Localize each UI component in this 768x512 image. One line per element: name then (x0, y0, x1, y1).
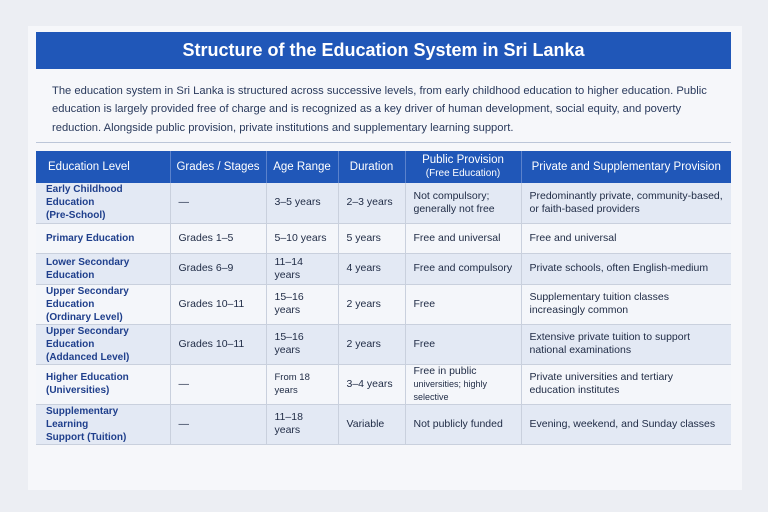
age-cell: 5–10 years (266, 223, 338, 253)
public-line-1: Free and universal (413, 231, 501, 244)
level-name: Upper Secondary Education (46, 285, 129, 310)
public-line-1: Free in public (413, 364, 477, 377)
private-cell (521, 324, 731, 364)
grades-cell: — (170, 404, 266, 444)
private-line-2: or faith-based providers (529, 202, 640, 215)
age-cell: 11–14 years (266, 253, 338, 284)
divider (36, 142, 731, 143)
level-cell (36, 253, 170, 284)
level-name: Upper Secondary Education (46, 325, 129, 350)
grades-cell: Grades 10–11 (170, 284, 266, 324)
public-line-1: Free (413, 337, 436, 350)
private-line-1: Supplementary tuition classes (529, 291, 669, 303)
level-cell (36, 183, 170, 223)
table-row (36, 404, 731, 444)
public-cell (405, 253, 521, 284)
level-cell (36, 223, 170, 253)
education-table (36, 151, 731, 445)
private-line-1: Predominantly private, community-based, (529, 189, 723, 202)
public-line-2: universities; highly selective (413, 378, 488, 402)
public-line-1: Free and compulsory (413, 262, 513, 274)
duration-cell: 4 years (338, 253, 405, 284)
column-header-private: Private and Supplementary Provision (521, 151, 731, 183)
private-line-1: Free and universal (529, 231, 617, 244)
public-line-1: Not compulsory; (413, 189, 490, 202)
public-cell (405, 284, 521, 324)
level-name: Supplementary Learning (46, 405, 119, 430)
table-body (36, 183, 731, 444)
column-header-grades: Grades / Stages (170, 151, 266, 183)
table-row (36, 324, 731, 364)
public-cell (405, 324, 521, 364)
column-header-public-main: Public Provision (422, 154, 504, 166)
column-header-public-sub: (Free Education) (425, 168, 501, 179)
duration-cell: 3–4 years (338, 364, 405, 404)
page-title-text: Structure of the Education System in Sri Lanka (182, 40, 585, 60)
private-line-1: Evening, weekend, and Sunday classes (529, 417, 716, 430)
private-line-2: national examinations (529, 344, 632, 356)
level-name: Early Childhood Education (46, 184, 123, 209)
duration-cell: Variable (338, 404, 405, 444)
level-cell (36, 324, 170, 364)
level-subname: Support (Tuition) (46, 431, 127, 443)
grades-cell: — (170, 364, 266, 404)
private-cell (521, 223, 731, 253)
level-name: Lower Secondary Education (46, 256, 130, 281)
private-cell (521, 364, 731, 404)
grades-cell: Grades 1–5 (170, 223, 266, 253)
intro-paragraph: The education system in Sri Lanka is structured across successive levels, from early childhood education to higher education. Public education is largely provided free of charge and is recognized as a key driver of human development, social equity, and poverty reduction. Alongside public provision, private institutions and supplementary learning support. (52, 85, 707, 134)
table-row (36, 364, 731, 404)
level-subname: (Universities) (46, 385, 110, 396)
duration-cell: 2–3 years (338, 183, 405, 223)
table-row (36, 284, 731, 324)
private-line-1: Private schools, often English-medium (529, 262, 709, 274)
page-title (36, 32, 731, 69)
level-name: Primary Education (46, 232, 135, 244)
grades-cell: Grades 6–9 (170, 253, 266, 284)
level-cell (36, 284, 170, 324)
column-header-level: Education Level (36, 151, 170, 183)
public-cell (405, 183, 521, 223)
age-cell: 15–16 years (266, 284, 338, 324)
public-line-2: generally not free (413, 202, 495, 215)
column-header-duration: Duration (338, 151, 405, 183)
level-name: Higher Education (46, 372, 129, 383)
level-cell (36, 364, 170, 404)
table-row (36, 223, 731, 253)
grades-cell: Grades 10–11 (170, 324, 266, 364)
private-cell (521, 404, 731, 444)
level-subname: (Addanced Level) (46, 351, 130, 363)
age-cell: 3–5 years (266, 183, 338, 223)
age-cell: 15–16 years (266, 324, 338, 364)
public-cell (405, 223, 521, 253)
level-cell (36, 404, 170, 444)
duration-cell: 2 years (338, 284, 405, 324)
private-line-2: education institutes (529, 384, 620, 396)
column-header-age: Age Range (266, 151, 338, 183)
table-row (36, 183, 731, 223)
age-cell: 11–18 years (266, 404, 338, 444)
private-cell (521, 284, 731, 324)
private-line-1: Extensive private tuition to support (529, 331, 691, 343)
level-subname: (Pre-School) (46, 210, 106, 222)
public-line-1: Free (413, 297, 436, 310)
table-row (36, 253, 731, 284)
grades-cell: — (170, 183, 266, 223)
table-header (36, 151, 731, 183)
private-line-1: Private universities and tertiary (529, 371, 674, 383)
column-header-public (405, 151, 521, 183)
level-subname: (Ordinary Level) (46, 311, 123, 323)
duration-cell: 5 years (338, 223, 405, 253)
duration-cell: 2 years (338, 324, 405, 364)
private-line-2: increasingly common (529, 304, 629, 316)
public-line-1: Not publicly funded (413, 417, 503, 430)
public-cell (405, 364, 521, 404)
age-cell: From 18 years (266, 364, 338, 404)
private-cell (521, 183, 731, 223)
public-cell (405, 404, 521, 444)
private-cell (521, 253, 731, 284)
